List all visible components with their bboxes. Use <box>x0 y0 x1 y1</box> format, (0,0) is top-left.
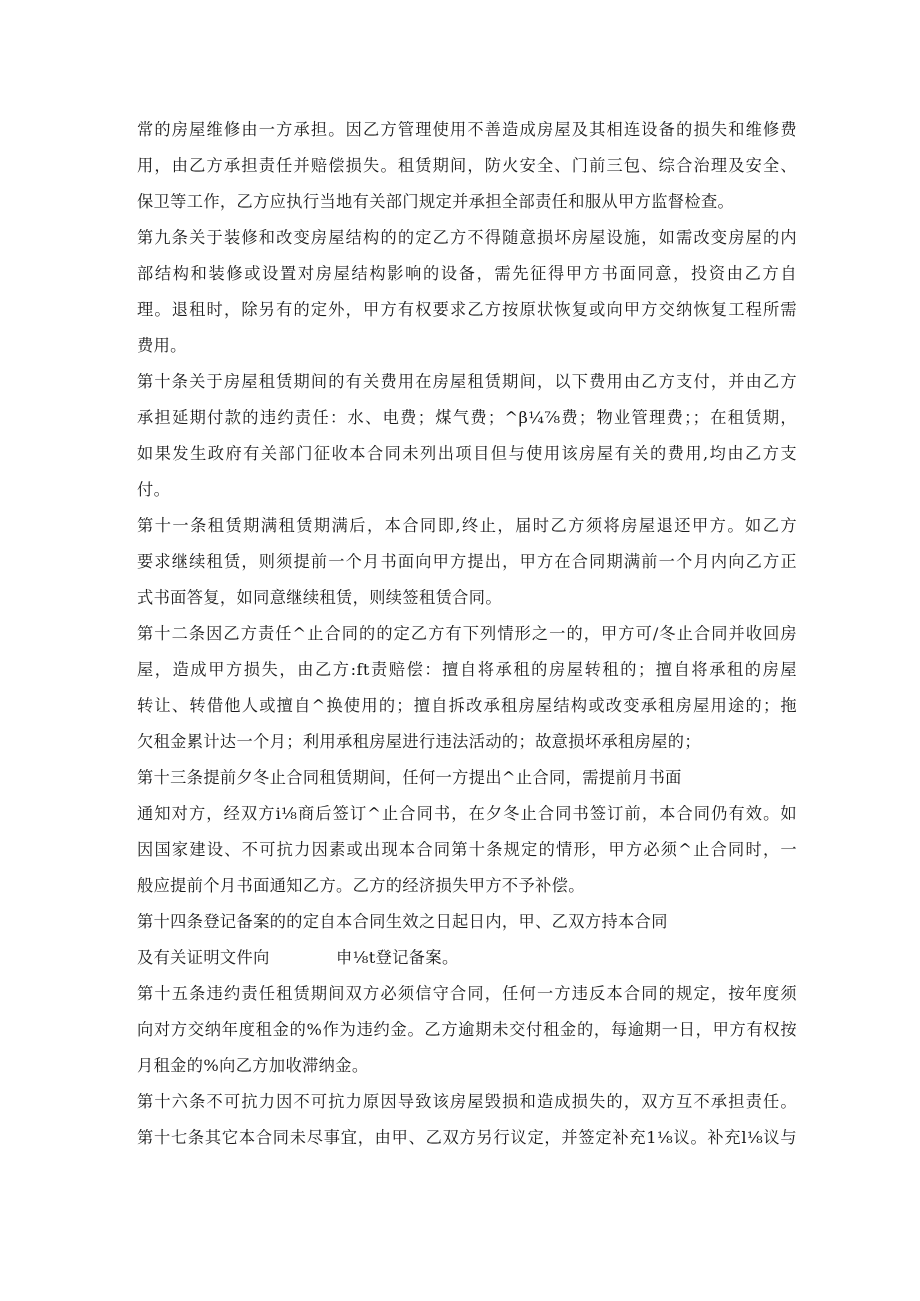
article-12-heading-line: 第十二条因乙方责任^止合同的的定乙方有下列情形之一的，甲方可/冬止合同并收回房 <box>137 624 797 643</box>
text-line: 及有关证明文件向 申⅛t登记备案。 <box>137 948 459 967</box>
text-line: 要求继续租赁，则须提前一个月书面向甲方提出，甲方在合同期满前一个月内向乙方正 <box>137 552 797 571</box>
article-10-heading-line: 第十条关于房屋租赁期间的有关费用在房屋租赁期间，以下费用由乙方支付，并由乙方 <box>137 372 797 391</box>
text-line: 付。 <box>137 480 171 499</box>
text-line: 用，由乙方承担责任并赔偿损失。租赁期间，防火安全、门前三包、综合治理及安全、 <box>137 156 797 175</box>
text-line: 式书面答复，如同意继续租赁，则续签租赁合同。 <box>137 588 502 607</box>
text-line: 因国家建设、不可抗力因素或出现本合同第十条规定的情形，甲方必须^止合同时，一 <box>137 840 797 859</box>
text-line: 转让、转借他人或擅自^换使用的；擅自拆改承租房屋结构或改变承租房屋用途的；拖 <box>137 696 797 715</box>
text-line: 屋，造成甲方损失，由乙方:ft责赔偿：擅自将承租的房屋转租的；擅自将承租的房屋 <box>137 660 797 679</box>
text-line: 欠租金累计达一个月；利用承租房屋进行违法活动的；故意损坏承租房屋的； <box>137 732 701 751</box>
text-line: 如果发生政府有关部门征收本合同未列出项目但与使用该房屋有关的费用,均由乙方支 <box>137 444 797 463</box>
article-15-heading-line: 第十五条违约责任租赁期间双方必须信守合同，任何一方违反本合同的规定，按年度须 <box>137 984 797 1003</box>
text-line: 理。退租时，除另有的定外，甲方有权要求乙方按原状恢复或向甲方交纳恢复工程所需 <box>137 300 797 319</box>
article-13-heading-line: 第十三条提前夕冬止合同租赁期间，任何一方提出^止合同，需提前月书面 <box>137 768 682 787</box>
text-line: 般应提前个月书面通知乙方。乙方的经济损失甲方不予补偿。 <box>137 876 585 895</box>
article-9-heading-line: 第九条关于装修和改变房屋结构的的定乙方不得随意损坏房屋设施，如需改变房屋的内 <box>137 228 797 247</box>
text-line: 保卫等工作，乙方应执行当地有关部门规定并承担全部责任和服从甲方监督检查。 <box>137 192 735 211</box>
article-14-heading-line: 第十四条登记备案的的定自本合同生效之日起日内，甲、乙双方持本合同 <box>137 912 668 931</box>
text-line: 承担延期付款的违约责任：水、电费；煤气费；^β¼⅞费；物业管理费；；在租赁期， <box>137 408 797 427</box>
text-line: 向对方交纳年度租金的%作为违约金。乙方逾期未交付租金的，每逾期一日，甲方有权按 <box>137 1020 797 1039</box>
text-line: 部结构和装修或设置对房屋结构影响的设备，需先征得甲方书面同意，投资由乙方自 <box>137 264 797 283</box>
text-line: 通知对方，经双方i⅛商后签订^止合同书，在夕冬止合同书签订前，本合同仍有效。如 <box>137 804 797 823</box>
text-line: 月租金的%向乙方加收滞纳金。 <box>137 1056 369 1075</box>
text-line: 常的房屋维修由一方承担。因乙方管理使用不善造成房屋及其相连设备的损失和维修费 <box>137 120 797 139</box>
contract-page <box>137 112 797 1156</box>
article-16-heading-line: 第十六条不可抗力因不可抗力原因导致该房屋毁损和造成损失的，双方互不承担责任。 <box>137 1092 797 1111</box>
article-11-heading-line: 第十一条租赁期满租赁期满后，本合同即,终止，届时乙方须将房屋退还甲方。如乙方 <box>137 516 797 535</box>
article-17-heading-line: 第十七条其它本合同未尽事宜，由甲、乙双方另行议定，并签定补充1⅛议。补充l⅛议与 <box>137 1128 797 1147</box>
text-line: 费用。 <box>137 336 187 355</box>
